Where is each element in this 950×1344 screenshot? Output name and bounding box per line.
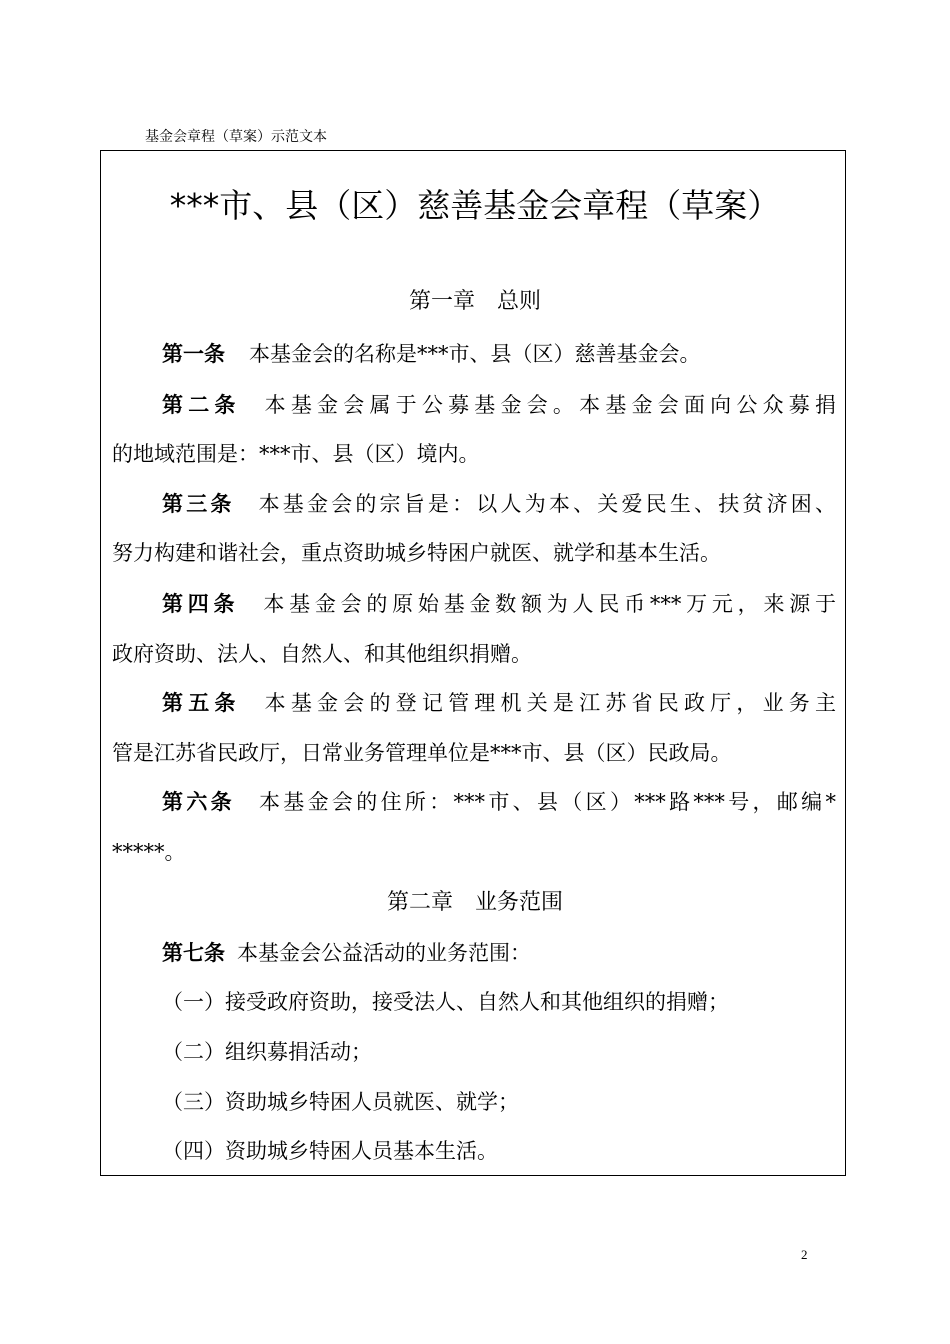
page-number: 2 [801, 1247, 808, 1262]
article-7-line-1 [162, 939, 836, 967]
article-5-line-1 [162, 689, 836, 717]
article-2-line-1 [162, 391, 836, 419]
chapter-1-title: 第一章 总则 [408, 289, 541, 314]
article-3-label: 第三条 [162, 492, 235, 516]
article-7-label: 第七条 [162, 941, 225, 965]
article-6-text: 本基金会的住所：***市、县（区）***路***号，邮编* [258, 790, 837, 814]
article-5-line-2: 管是江苏省民政厅，日常业务管理单位是***市、县（区）民政局。 [112, 741, 732, 765]
article-5-text: 本基金会的登记管理机关是江苏省民政厅，业务主 [264, 691, 836, 715]
article-4-line-1 [162, 590, 836, 618]
article-4-line-2: 政府资助、法人、自然人、和其他组织捐赠。 [112, 642, 532, 666]
article-7-text: 本基金会公益活动的业务范围： [237, 941, 531, 965]
list-item-2: （二）组织募捐活动； [162, 1040, 372, 1064]
article-2-label: 第二条 [162, 393, 241, 417]
article-4-text: 本基金会的原始基金数额为人民币***万元，来源于 [263, 592, 836, 616]
document-title: ***市、县（区）慈善基金会章程（草案） [169, 186, 781, 225]
article-1-text: 本基金会的名称是***市、县（区）慈善基金会。 [249, 342, 701, 366]
article-4-label: 第四条 [162, 592, 240, 616]
list-item-3: （三）资助城乡特困人员就医、就学； [162, 1090, 519, 1114]
page-header: 基金会章程（草案）示范文本 [145, 129, 327, 145]
article-6-line-2: *****。 [112, 840, 186, 864]
article-1-label: 第一条 [162, 342, 225, 366]
article-1-line-1 [162, 340, 836, 368]
article-3-text: 本基金会的宗旨是：以人为本、关爱民生、扶贫济困、 [258, 492, 836, 516]
article-6-label: 第六条 [162, 790, 235, 814]
article-3-line-1 [162, 490, 836, 518]
list-item-4: （四）资助城乡特困人员基本生活。 [162, 1139, 498, 1163]
article-2-line-2: 的地域范围是：***市、县（区）境内。 [112, 442, 480, 466]
article-5-label: 第五条 [162, 691, 241, 715]
article-6-line-1 [162, 788, 836, 816]
list-item-1: （一）接受政府资助，接受法人、自然人和其他组织的捐赠； [162, 990, 729, 1014]
chapter-2-title: 第二章 业务范围 [386, 890, 563, 915]
article-2-text: 本基金会属于公募基金会。本基金会面向公众募捐 [264, 393, 836, 417]
article-3-line-2: 努力构建和谐社会，重点资助城乡特困户就医、就学和基本生活。 [112, 541, 721, 565]
